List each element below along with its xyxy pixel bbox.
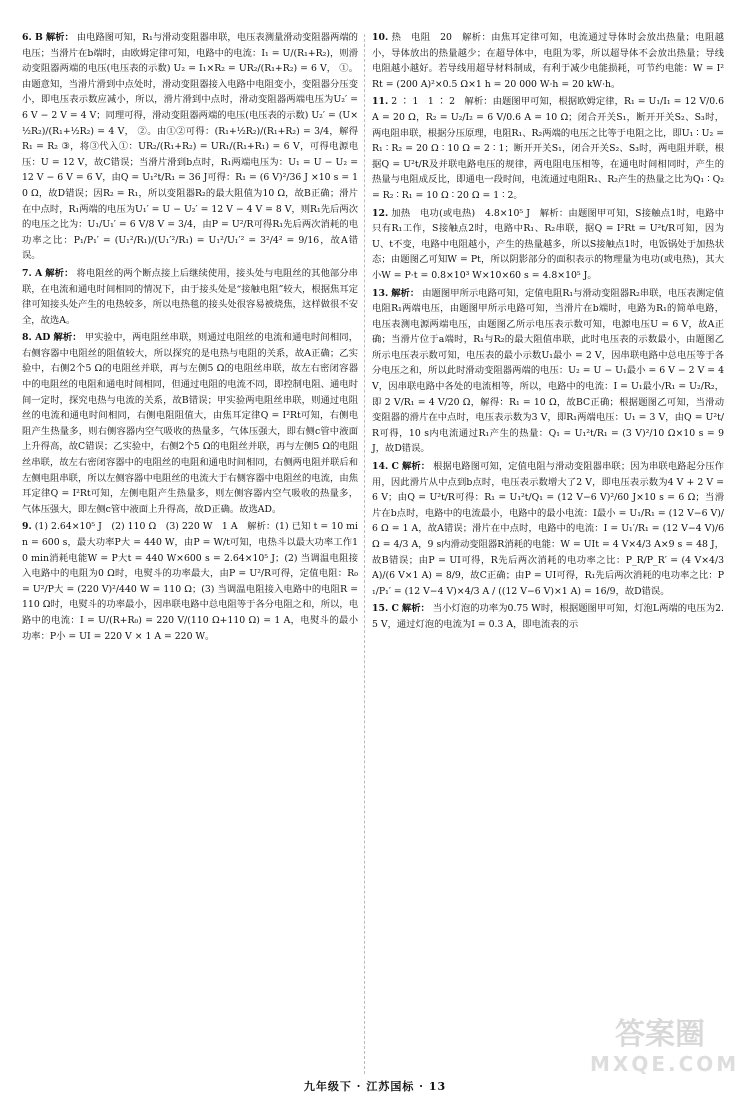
entry-number: 9.: [22, 521, 32, 533]
analysis-tag: 解析：: [401, 603, 430, 615]
answer-entry-6: [22, 30, 358, 264]
answer-entry-7: [22, 266, 358, 328]
watermark-logo-text: 答案圈: [615, 1017, 705, 1052]
entry-text: 根据电路图可知，定值电阻与滑动变阻器串联；因为串联电路起分压作用，因此滑片从中点到b点时，电压表示数增大了2 V，即电压表示数为4 V + 2 V = 6 V；由Q = U²t/R可得：R₁ = U₁²t/Q₁ = (12 V−6 V)²/60 J×10 s = 6 Ω；当滑片在b点时，电路中的电流最小，电路中的最小电流：I最小 = U₁/R₁ = (12 V−6 V)/6 Ω = 1 A，故A错误；滑片在中点时，电路中的电流：I = U₁′/R₁ = (12 V−4 V)/6 Ω = 4/3 A，9 s内滑动变阻器R消耗的电能：W = UIt = 4 V×4/3 A×9 s = 48 J，故B错误；由P = UI可得，R先后两次消耗的电功率之比：P_R/P_R′ = (4 V×4/3 A)/(6 V×1 A) = 8/9，故C正确；由P = UI可得，R₁先后两次消耗的电功率之比：P₁/P₁′ = (12 V−4 V)×4/3 A / ((12 V−6 V)×1 A) = 16/9，故D错误。: [372, 461, 724, 597]
entry-text: 2 ∶ 1 1 ∶ 2 解析：由题图甲可知，根据欧姆定律，R₁ = U₁/I₁ = 12 V/0.6 A = 20 Ω，R₂ = U₂/I₂ = 6 V/0.6 A = 10 Ω；闭合开关S₁，断开开关S₂、S₃时，两电阻串联，根据分压原理，电阻R₁、R₂两端的电压之比等于电阻之比，即U₁ ∶ U₂ = R₁ ∶ R₂ = 20 Ω ∶ 10 Ω = 2 ∶ 1；断开开关S₁，闭合开关S₂、S₃时，两电阻并联，根据Q = U²t/R及并联电路电压的规律，两电阻电压相等，在通电时间相同时，产生的热量与电阻成反比，即通电一段时间，电流通过电阻R₁、R₂产生的热量之比为Q₁ ∶ Q₂ = R₂ ∶ R₁ = 10 Ω ∶ 20 Ω = 1 ∶ 2。: [372, 96, 724, 201]
answer-entry-13: [372, 286, 724, 458]
answer-entry-9: [22, 519, 358, 644]
entry-text: 由电路图可知，R₁与滑动变阻器串联，电压表测量滑动变阻器两端的电压；当滑片在b端时，由欧姆定律可知，电路中的电流：I₁ = U/(R₁+R₂)，则滑动变阻器两端的电压(电压表的示数) U₂ = I₁×R₂ = UR₂/(R₁+R₂) = 6 V， ①。由题意知，当滑片滑到中点处时，滑动变阻器接入电路中电阻变小，变阻器分压变小，即电压表示数应减小，所以，滑片滑到中点时，滑动变阻器两端电压为U₂′ = 6 V − 2 V = 4 V；同理可得，滑动变阻器两端的电压(电压表的示数) U₂′ = (U×½R₂)/(R₁+½R₂) = 4 V， ②。由①②可得：(R₁+½R₂)/(R₁+R₂) = 3/4，解得R₁ = R₂ ③，将③代入①：UR₂/(R₁+R₂) = UR₁/(R₁+R₁) = 6 V，可得电源电压：U = 12 V，故C错误；当滑片滑到b点时，R₁两端电压为：U₁ = U − U₂ = 12 V − 6 V = 6 V，由Q = U₁²t/R₁ = 36 J可得：R₁ = (6 V)²/36 J ×10 s = 10 Ω，故D错误；因R₂ = R₁，所以变阻器R₂的最大阻值为10 Ω，故B正确；滑片在中点时，R₁两端的电压为U₁′ = U − U₂′ = 12 V − 4 V = 8 V，则R₁先后两次的电压之比为：U₁/U₁′ = 6 V/8 V = 3/4，由P = U²/R可得R₁先后两次消耗的电功率之比：P₁/P₁′ = (U₁²/R₁)/(U₁′²/R₁) = U₁²/U₁′² = 3²/4² = 9/16，故A错误。: [22, 32, 358, 262]
analysis-tag: 解析：: [53, 332, 82, 344]
column-divider: [364, 34, 365, 1074]
page-footer: 九年级下 · 江苏国标 · 13: [303, 1080, 447, 1093]
answer-entry-10: [372, 30, 724, 92]
answer-entry-8: [22, 330, 358, 517]
entry-number: 12.: [372, 207, 389, 219]
entry-number: 13.: [372, 287, 389, 299]
entry-number: 10.: [372, 32, 389, 43]
right-column: [372, 30, 724, 635]
entry-text: 甲实验中，两电阻丝串联，则通过电阻丝的电流和通电时间相同，右侧容器中电阻丝的阻值较大，所以探究的是电热与电阻的关系，故A正确；乙实验中，右侧2个5 Ω的电阻丝并联，再与左侧5 Ω的电阻丝串联，故左右密闭容器中的电阻丝的电阻和通电时间相同，但通过电阻的电流不同，即控制电阻、通电时间一定时，探究电热与电流的关系，故B错误；甲实验两电阻丝串联，则通过电阻丝的电流和通电时间相同，右侧电阻阻值大，由焦耳定律Q = I²Rt可知，右侧电阻产生热量多，则右侧容器内空气吸收的热量多，气体压强大，即右侧c管中液面上升得高，故C错误；乙实验中，右侧2个5 Ω的电阻丝并联，再与左侧5 Ω的电阻丝串联，故左右密闭容器中的电阻丝的电阻和通电时间相同，右侧两电阻并联后和左侧电阻串联，所以左侧容器中电阻丝的电流大于右侧容器中电阻丝的电流，由焦耳定律Q = I²Rt可知，左侧电阻产生热量多，则左侧容器内空气吸收的热量多，气体压强大，即左侧c管中液面上升得高，故D正确。故选AD。: [22, 332, 358, 515]
watermark-url: MXQE.COM: [590, 1052, 740, 1076]
answer-entry-11: [372, 94, 724, 203]
answer-entry-12: [372, 206, 724, 284]
entry-number: 11.: [372, 96, 389, 108]
analysis-tag: 解析：: [391, 287, 420, 299]
entry-text: 当小灯泡的功率为0.75 W时，根据题图甲可知，灯泡L两端的电压为2.5 V，通过灯泡的电流为I = 0.3 A，即电流表的示: [372, 603, 724, 630]
answer-entry-14: [372, 459, 724, 599]
analysis-tag: 解析：: [45, 267, 74, 279]
left-column: [22, 30, 358, 646]
answer-entry-15: [372, 601, 724, 632]
entry-number: 8. AD: [22, 332, 51, 344]
entry-text: 热 电阻 20 解析：由焦耳定律可知，电流通过导体时会放出热量；电阻越小，导体放出的热量越少；在超导体中，电阻为零，所以超导体不会放出热量；导线电阻越小越好。若导线用超导材料制成，有利于减少电能损耗，可节约电能：W = I²Rt = (200 A)²×0.5 Ω×1 h = 20 000 W·h = 20 kW·h。: [372, 32, 724, 90]
watermark-logo: [590, 1017, 740, 1088]
analysis-tag: 解析：: [45, 32, 74, 43]
entry-text: 将电阻丝的两个断点接上后继续使用，接头处与电阻丝的其他部分串联，在电流和通电时间相同的情况下，由于接头处是“接触电阻”较大，根据焦耳定律可知接头处产生的电热较多，所以电热毯的接头处很容易被烧焦，这样做很不安全，故选A。: [22, 267, 358, 326]
entry-number: 14. C: [372, 461, 399, 473]
entry-text: (1) 2.64×10⁵ J (2) 110 Ω (3) 220 W 1 A 解析：(1) 已知 t = 10 min = 600 s，最大功率P大 = 440 W，由P = W/t可知，电热斗以最大功率工作10 min消耗电能W = P大t = 440 W×600 s = 2.64×10⁵ J；(2) 当调温电阻接入电路中的电阻为0 Ω时，电熨斗的功率最大，由P = U²/R可得，定值电阻：R₀ = U²/P大 = (220 V)²/440 W = 110 Ω；(3) 当调温电阻接入电路中的电阻R = 110 Ω时，电熨斗的功率最小，因串联电路中总电阻等于各分电阻之和，所以，电路中的电流：I = U/(R+R₀) = 220 V/(110 Ω+110 Ω) = 1 A，电熨斗的最小功率：P小 = UI = 220 V × 1 A = 220 W。: [22, 521, 358, 642]
entry-number: 7. A: [22, 267, 43, 279]
entry-text: 由题图甲所示电路可知，定值电阻R₁与滑动变阻器R₂串联，电压表测定值电阻R₁两端电压，由题图甲所示电路可知，当滑片在b端时，电路为R₁的简单电路，电压表测电源两端电压，由题图乙所示电压表示数可知，电源电压U = 6 V，故A正确；当滑片位于a端时，R₁与R₂的最大阻值串联，此时电压表的示数最小，由题图乙所示电压表示数可知，电压表的最小示数U₁最小 = 2 V，因串联电路中总电压等于各分电压之和，所以此时滑动变阻器两端的电压：U₂ = U − U₁最小 = 6 V − 2 V = 4 V，因串联电路中各处的电流相等，所以，电路中的电流：I = U₁最小/R₁ = U₂/R₂，即 2 V/R₁ = 4 V/20 Ω，解得：R₁ = 10 Ω，故BC正确；根据题图乙可知，当滑动变阻器的滑片在中点时，电压表示数为3 V，即R₁两端电压：U₁ = 3 V，由Q = U²t/R可得，10 s内电流通过R₁产生的热量：Q₁ = U₁²t/R₁ = (3 V)²/10 Ω×10 s = 9 J，故D错误。: [372, 287, 724, 455]
analysis-tag: 解析：: [401, 461, 431, 473]
entry-text: 加热 电功(或电热) 4.8×10⁵ J 解析：由题图甲可知，S接触点1时，电路中只有R₁工作，S接触点2时，电路中R₁、R₂串联，据Q = I²Rt = U²t/R可知，因为U、t不变，电路中电阻越小，产生的热量越多，所以S接触点1时，电饭锅处于加热状态；由题图乙可知W = Pt，所以阴影部分的面积表示的物理量为电功(或电热)，其大小W = P·t = 0.8×10³ W×10×60 s = 4.8×10⁵ J。: [372, 207, 724, 281]
entry-number: 15. C: [372, 603, 399, 615]
entry-number: 6. B: [22, 32, 43, 43]
